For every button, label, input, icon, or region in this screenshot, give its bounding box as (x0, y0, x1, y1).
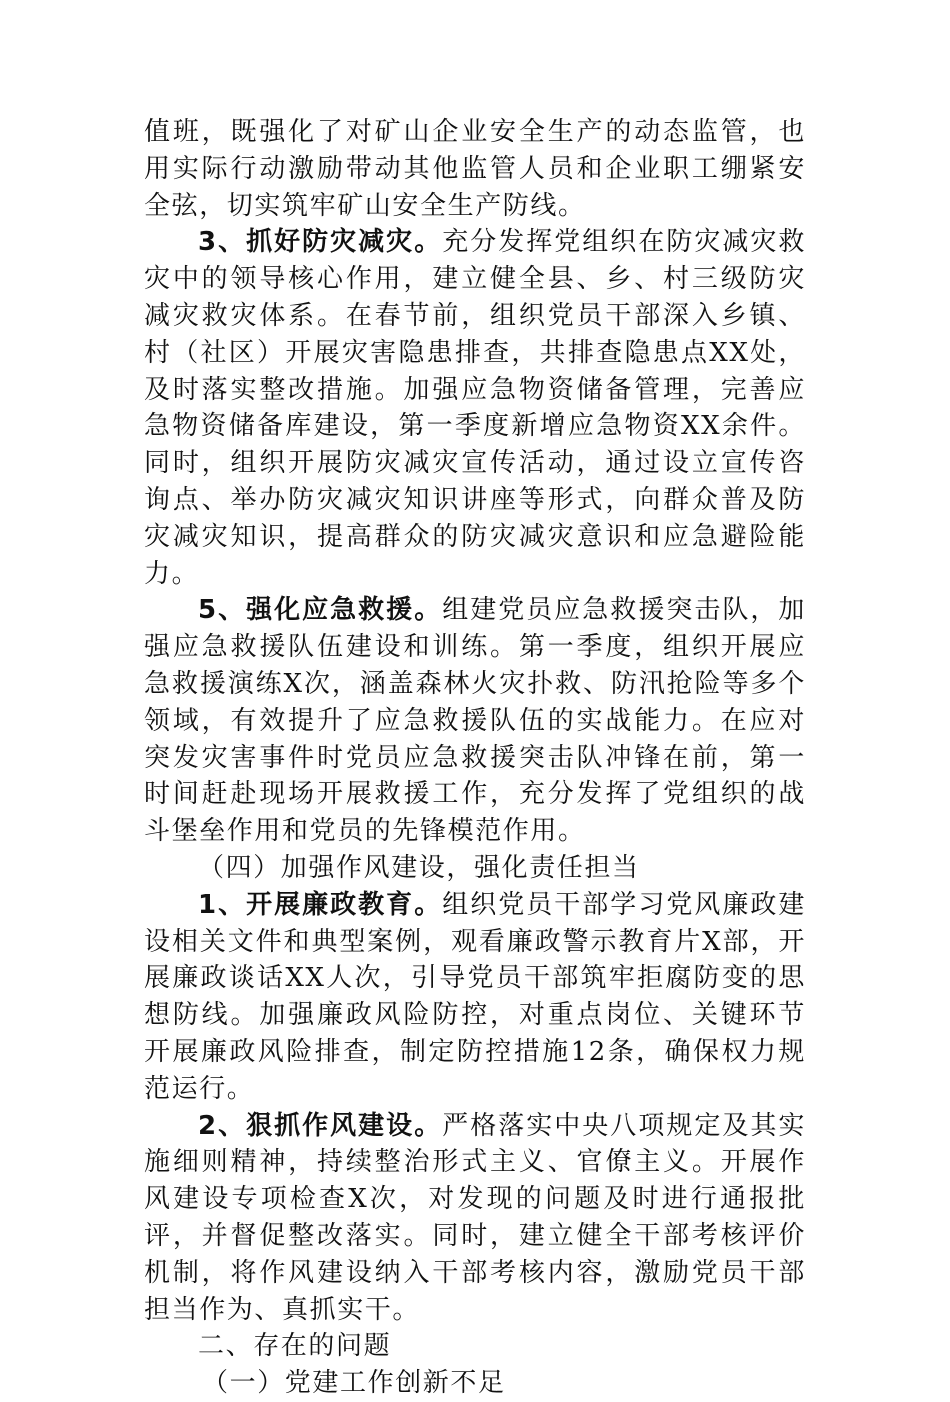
paragraph-continuation: 值班，既强化了对矿山企业安全生产的动态监管，也用实际行动激励带动其他监管人员和企业职工绷紧安全弦，切实筑牢矿山安全生产防线。 (144, 117, 806, 221)
subheading-work-style: （四）加强作风建设，强化责任担当 (198, 852, 640, 883)
subheading-innovation: （一）党建工作创新不足 (202, 1368, 506, 1399)
paragraph-body: 组建党员应急救援突击队，加强应急救援队伍建设和训练。第一季度，组织开展应急救援演练X次，涵盖森林火灾扑救、防汛抢险等多个领域，有效提升了应急救援队伍的实战能力。在应对突发灾害事件时党员应急救援突击队冲锋在前，第一时间赶赴现场开展救援工作，充分发挥了党组织的战斗堡垒作用和党员的先锋模范作用。 (144, 595, 806, 847)
paragraph-body: 严格落实中央八项规定及其实施细则精神，持续整治形式主义、官僚主义。开展作风建设专项检查X次，对发现的问题及时进行通报批评，并督促整改落实。同时，建立健全干部考核评价机制，将作风建设纳入干部考核内容，激励党员干部担当作为、真抓实干。 (144, 1110, 806, 1325)
document-page (144, 114, 806, 1402)
paragraph-body: 充分发挥党组织在防灾减灾救灾中的领导核心作用，建立健全县、乡、村三级防灾减灾救灾体系。在春节前，组织党员干部深入乡镇、村（社区）开展灾害隐患排查，共排查隐患点XX处，及时落实整改措施。加强应急物资储备管理，完善应急物资储备库建设，第一季度新增应急物资XX余件。同时，组织开展防灾减灾宣传活动，通过设立宣传咨询点、举办防灾减灾知识讲座等形式，向群众普及防灾减灾知识，提高群众的防灾减灾意识和应急避险能力。 (144, 227, 806, 589)
section-heading-problems: 二、存在的问题 (198, 1331, 392, 1362)
paragraph-heading: 2、狠抓作风建设。 (198, 1110, 443, 1141)
paragraph-heading: 3、抓好防灾减灾。 (198, 227, 443, 258)
paragraph-heading: 1、开展廉政教育。 (198, 889, 443, 920)
paragraph-integrity-education (144, 887, 806, 1108)
paragraph-heading: 5、强化应急救援。 (198, 595, 443, 626)
paragraph-body: 组织党员干部学习党风廉政建设相关文件和典型案例，观看廉政警示教育片X部，开展廉政谈话XX人次，引导党员干部筑牢拒腐防变的思想防线。加强廉政风险防控，对重点岗位、关键环节开展廉政风险排查，制定防控措施12条，确保权力规范运行。 (144, 889, 806, 1104)
paragraph-work-style-building (144, 1108, 806, 1329)
paragraph-emergency-rescue (144, 592, 806, 850)
paragraph-disaster-prevention (144, 224, 806, 592)
